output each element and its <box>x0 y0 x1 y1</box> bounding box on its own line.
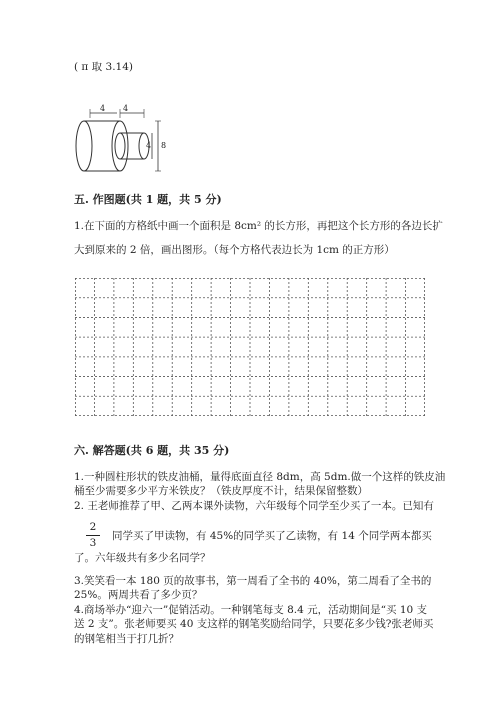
fraction-bar <box>86 535 100 536</box>
s5-q1-line2: 大到原来的 2 倍，画出图形。（每个方格代表边长为 1cm 的正方形） <box>74 244 395 256</box>
s6-q2-line2: 同学买了甲读物，有 45%的同学买了乙读物，有 14 个同学两本都买 <box>112 530 432 542</box>
dim-label-a: 4 <box>100 104 106 113</box>
s6-q2-line3: 了。六年级共有多少名同学？ <box>74 552 211 564</box>
cylinder-figure <box>72 100 172 180</box>
fraction-denominator: 3 <box>89 537 97 549</box>
s6-q3-line2: 25%。两周共看了多少页？ <box>74 589 203 601</box>
dim-label-b: 4 <box>123 104 129 113</box>
dim-label-d: 8 <box>161 141 167 150</box>
s6-q1-line2: 桶至少需要多少平方米铁皮？（铁皮厚度不计，结果保留整数） <box>74 485 368 497</box>
dim-label-c: 4 <box>146 141 152 150</box>
s5-q1-line1: 1.在下面的方格纸中画一个面积是 8cm² 的长方形，再把这个长方形的各边长扩 <box>74 220 443 232</box>
s6-q4-line1: 4.商场举办“迎六一”促销活动。一种钢笔每支 8.4 元，活动期间是“买 10 支 <box>74 604 428 616</box>
s6-q1-line1: 1.一种圆柱形状的铁皮油桶，量得底面直径 8dm，高 5dm.做一个这样的铁皮油 <box>74 471 446 483</box>
s6-q3-line1: 3.笑笑看一本 180 页的故事书，第一周看了全书的 40%，第二周看了全书的 <box>74 575 432 587</box>
pi-note: ( π 取 3.14) <box>74 61 133 73</box>
fraction-numerator: 2 <box>89 521 97 533</box>
s6-q4-line3: 的钢笔相当于打几折？ <box>74 633 179 645</box>
square-grid <box>75 278 425 416</box>
s6-q2-line1: 2. 王老师推荐了甲、乙两本课外读物，六年级每个同学至少买了一本。已知有 <box>74 500 434 512</box>
section5-title: 五. 作图题(共 1 题，共 5 分) <box>74 193 222 206</box>
fraction <box>86 521 100 550</box>
s6-q4-line2: 送 2 支”。张老师要买 40 支这样的钢笔奖励给同学，只要花多少钱?张老师买 <box>74 618 434 630</box>
section6-title: 六. 解答题(共 6 题，共 35 分) <box>74 444 230 457</box>
